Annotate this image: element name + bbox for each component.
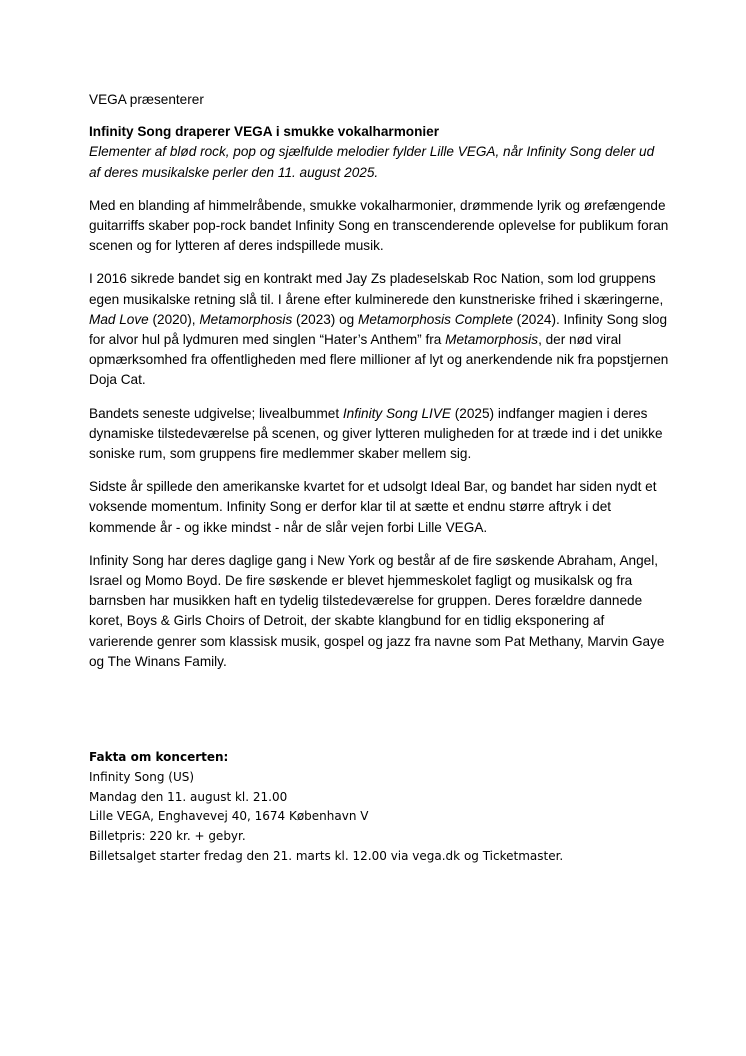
facts-date: Mandag den 11. august kl. 21.00 [89,789,288,804]
text-segment: I 2016 sikrede bandet sig en kontrakt med Jay Zs pladeselskab Roc Nation, som lod gruppens egen musikalske retning slå til. I årene efter kulminerede den kunstneriske frihed i skæringerne, [89,271,664,307]
headline: Infinity Song draperer VEGA i smukke vokalharmonier [89,124,440,140]
text-segment: (2020), [148,311,200,327]
paragraph-background: Infinity Song har deres daglige gang i New York og består af de fire søskende Abraham, Angel, Israel og Momo Boyd. De fire søskende er blevet hjemmeskolet fagligt og musikalsk og fra barnsben har musikken haft en tydelig tilstedeværelse for gruppen. Deres forældre dannede koret, Boys & Girls Choirs of Detroit, der skabte klangbund for en tidlig eksponering af varierende genrer som klassisk musik, gospel og jazz fra navne som Pat Methany, Marvin Gaye og The Winans Family. [89,552,665,669]
facts-ticket-sale: Billetsalget starter fredag den 21. marts kl. 12.00 via vega.dk og Ticketmaster. [89,848,564,863]
album-title-metamorphosis: Metamorphosis [199,311,293,327]
album-title-live: Infinity Song LIVE [342,405,451,421]
text-segment: , der nød viral opmærksomhed fra offentligheden med flere millioner af lyt og anerkendende nik fra popstjernen Doja Cat. [89,332,669,388]
concert-facts [89,748,689,867]
paragraph-intro: Med en blanding af himmelråbende, smukke vokalharmonier, drømmende lyrik og ørefængende guitarriffs skaber pop-rock bandet Infinity Song en transcenderende oplevelse for publikum foran scenen og for lytteren af deres indspillede musik. [89,197,669,254]
text-segment: (2025) indfanger magien i deres dynamiske tilstedeværelse på scenen, og giver lytteren muligheden for at træde ind i det unikke soniske rum, som gruppens fire medlemmer skaber mellem sig. [89,405,663,462]
album-title-metamorphosis-ref: Metamorphosis [445,332,539,348]
presenter-line: VEGA præsenterer [89,92,204,107]
paragraph-history [89,269,669,390]
lead-paragraph: Elementer af blød rock, pop og sjælfulde melodier fylder Lille VEGA, når Infinity Song deler ud af deres musikalske perler den 11. august 2025. [89,144,655,180]
facts-price: Billetpris: 220 kr. + gebyr. [89,829,246,844]
text-segment: Bandets seneste udgivelse; livealbummet [89,405,343,421]
facts-title: Fakta om koncerten: [89,750,229,764]
facts-artist: Infinity Song (US) [89,769,195,784]
text-segment: (2024). Infinity Song slog for alvor hul på lydmuren med singlen “Hater’s Anthem” fra [89,311,668,348]
press-release-body [89,90,669,685]
album-title-mad-love: Mad Love [89,311,149,327]
paragraph-live-album [89,404,669,465]
facts-venue: Lille VEGA, Enghavevej 40, 1674 København V [89,809,369,824]
text-segment: (2023) og [292,311,359,327]
paragraph-momentum: Sidste år spillede den amerikanske kvartet for et udsolgt Ideal Bar, og bandet har siden nydt et voksende momentum. Infinity Song er derfor klar til at sætte et endnu større aftryk i det kommende år - og ikke mindst - når de slår vejen forbi Lille VEGA. [89,479,657,535]
album-title-metamorphosis-complete: Metamorphosis Complete [358,311,513,327]
